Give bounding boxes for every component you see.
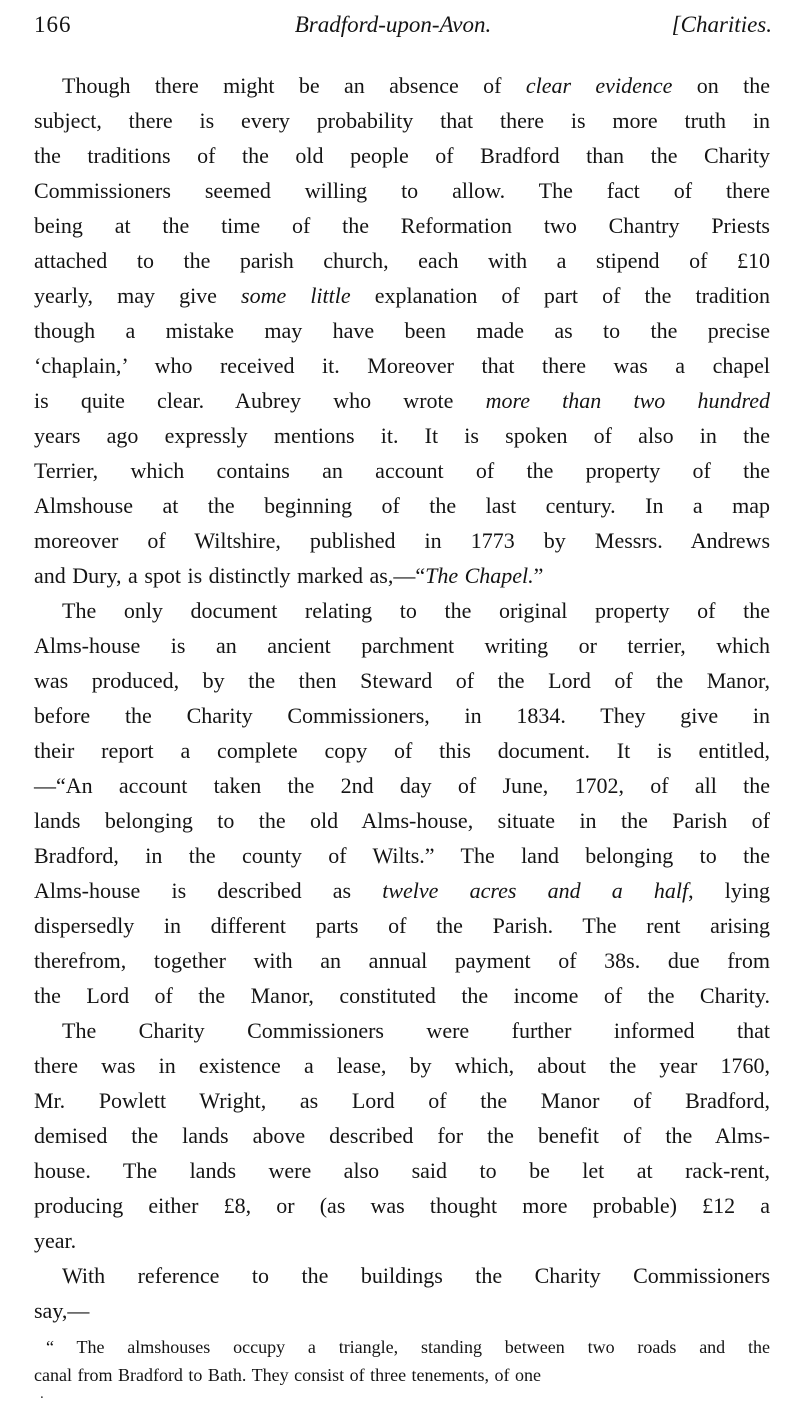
scan-artifact: . [40,1386,44,1402]
text-line: before the Charity Commissioners, in 1834. They give in [34,703,770,728]
italic-text: some little [241,283,351,308]
text-line: ‘chaplain,’ who received it. Moreover that there was a chapel [34,353,770,378]
italic-text: more than two hundred [485,388,770,413]
text-line: dispersedly in different parts of the Parish. The rent arising [34,913,770,938]
text-line: Though there might be an absence of clear evidence on the [62,73,770,98]
text-line: there was in existence a lease, by which, about the year 1760, [34,1053,770,1078]
page-number: 166 [34,12,72,37]
text-line: The only document relating to the original property of the [62,598,770,623]
text-line: year. [34,1228,77,1253]
text-line: lands belonging to the old Alms-house, situate in the Parish of [34,808,770,833]
italic-text: twelve acres and a half [382,878,689,903]
text-line: Terrier, which contains an account of the property of the [34,458,770,483]
text-line: Alms-house is an ancient parchment writing or terrier, which [34,633,770,658]
text-line: the Lord of the Manor, constituted the income of the Charity. [34,983,770,1008]
running-header [0,0,800,38]
text-line: is quite clear. Aubrey who wrote more than two hundred [34,388,770,413]
text-line: With reference to the buildings the Charity Commissioners [62,1263,770,1288]
page-title: Bradford-upon-Avon. [294,12,492,37]
small-print-paragraph [34,1333,770,1389]
text-line: canal from Bradford to Bath. They consist of three tenements, of one [34,1365,542,1385]
text-line: Commissioners seemed willing to allow. The fact of there [34,178,770,203]
text-line: years ago expressly mentions it. It is spoken of also in the [34,423,770,448]
text-line: being at the time of the Reformation two Chantry Priests [34,213,770,238]
text-line: Bradford, in the county of Wilts.” The land belonging to the [34,843,770,868]
section-label: [Charities. [671,12,772,37]
text-line: subject, there is every probability that there is more truth in [34,108,770,133]
text-line: Almshouse at the beginning of the last century. In a map [34,493,770,518]
text-line: demised the lands above described for the benefit of the Alms- [34,1123,770,1148]
text-line: though a mistake may have been made as to the precise [34,318,770,343]
italic-text: clear evidence [525,73,673,98]
text-block [34,68,770,1389]
text-line: therefrom, together with an annual payment of 38s. due from [34,948,770,973]
text-line: the traditions of the old people of Bradford than the Charity [34,143,770,168]
text-line: and Dury, a spot is distinctly marked as,—“The Chapel.” [34,563,544,588]
text-line: house. The lands were also said to be let at rack-rent, [34,1158,770,1183]
text-line: —“An account taken the 2nd day of June, 1702, of all the [34,773,770,798]
text-line: moreover of Wiltshire, published in 1773 by Messrs. Andrews [34,528,770,553]
paragraph [34,68,770,593]
text-line: say,— [34,1298,90,1323]
text-line: The Charity Commissioners were further informed that [62,1018,770,1043]
text-line: Alms-house is described as twelve acres and a half, lying [34,878,770,903]
paragraph [34,593,770,1013]
text-line: Mr. Powlett Wright, as Lord of the Manor of Bradford, [34,1088,770,1113]
paragraph [34,1258,770,1328]
text-line: producing either £8, or (as was thought more probable) £12 a [34,1193,770,1218]
text-line: attached to the parish church, each with a stipend of £10 [34,248,770,273]
text-line: yearly, may give some little explanation of part of the tradition [34,283,771,308]
text-line: was produced, by the then Steward of the Lord of the Manor, [34,668,770,693]
paragraph [34,1013,770,1258]
text-line: their report a complete copy of this document. It is entitled, [34,738,770,763]
text-line: “ The almshouses occupy a triangle, standing between two roads and the [46,1337,770,1357]
italic-text: The Chapel. [425,563,534,588]
